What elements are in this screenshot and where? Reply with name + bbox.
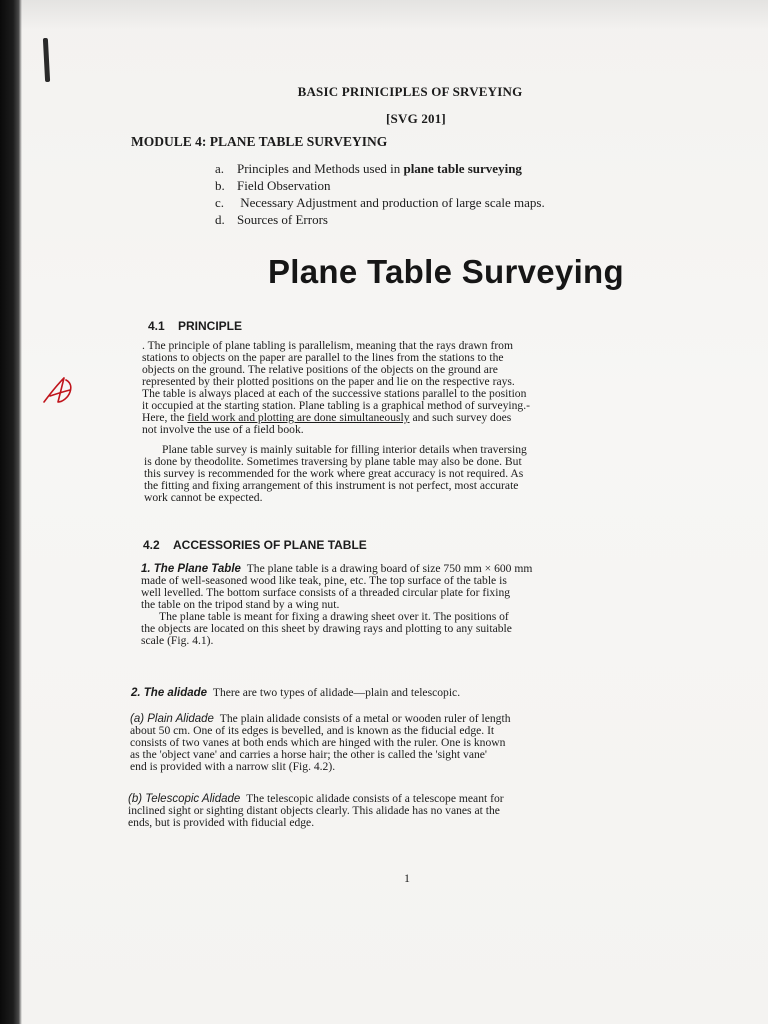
plain-alidade-label: (a) Plain Alidade [130,713,214,725]
course-code: [SVG 201] [386,111,446,126]
objectives-list [215,160,545,228]
main-title: Plane Table Surveying [268,253,624,290]
top-shadow [0,0,768,30]
principle-paragraph-2: Plane table survey is mainly suitable for filling interior details when traversing is done by theodolite. Sometimes traversing by plane table may also be done. But this survey is recommended for the work where great accuracy is not required. As the fitting and fixing arrangement of this instrument is not perfect, most accurate work cannot be expected. [144,443,527,504]
underlined-phrase: field work and plotting are done simultaneously [187,411,410,424]
handwritten-margin-mark-icon [40,372,80,408]
page-number: 1 [404,871,410,885]
telescopic-alidade-label: (b) Telescopic Alidade [128,793,241,805]
telescopic-alidade-paragraph: (b) Telescopic Alidade The telescopic alidade consists of a telescope meant for inclined sight or sighting distant objects clearly. This alidade has no vanes at the ends, but is provided with fiducial edge. [128,792,504,829]
plain-alidade-paragraph: (a) Plain Alidade The plain alidade consists of a metal or wooden ruler of length about 50 cm. One of its edges is bevelled, and is known as the fiducial edge. It consists of two vanes at both ends which are hinged with the ruler. One is known as the 'object vane' and carries a horse hair; the other is called the 'sight vane' end is provided with a narrow slit (Fig. 4.2). [130,712,511,773]
principle-paragraph-1: . The principle of plane tabling is parallelism, meaning that the rays drawn from stations to objects on the paper are parallel to the lines from the stations to the objects on the ground. The relative positions of the objects on the ground are represented by their plotted positions on the paper and lie on the respective rays. The table is always placed at each of the successive stations parallel to the position it occupied at the starting station. Plane tabling is a graphical method of surveying.- Here, the field work and plotting are done simultaneously and such survey does not involve the use of a field book. [142,339,530,436]
section-heading-4-2: 4.2 ACCESSORIES OF PLANE TABLE [143,538,367,552]
objective-item: d. Sources of Errors [215,212,328,227]
alidade-intro: 2. The alidade There are two types of alidade—plain and telescopic. [131,686,461,699]
plane-table-label: 1. The Plane Table [141,563,241,575]
objective-item: a. Principles and Methods used in plane table surveying [215,161,522,176]
section-heading-4-1: 4.1 PRINCIPLE [148,319,243,333]
plane-table-paragraph: 1. The Plane Table The plane table is a drawing board of size 750 mm × 600 mm made of well-seasoned wood like teak, pine, etc. The top surface of the table is well levelled. The bottom surface consists of a threaded circular plate for fixing the table on the tripod stand by a wing nut. The plane table is meant for fixing a drawing sheet over it. The positions of the objects are located on this sheet by drawing rays and plotting to any suitable scale (Fig. 4.1). [141,562,533,647]
objective-item: b. Field Observation [215,178,331,193]
alidade-label: 2. The alidade [131,687,208,699]
module-heading: MODULE 4: PLANE TABLE SURVEYING [131,134,388,149]
binding-edge [0,0,22,1024]
objective-item: c. Necessary Adjustment and production of large scale maps. [215,195,545,210]
document-title: BASIC PRINICIPLES OF SRVEYING [297,84,523,99]
